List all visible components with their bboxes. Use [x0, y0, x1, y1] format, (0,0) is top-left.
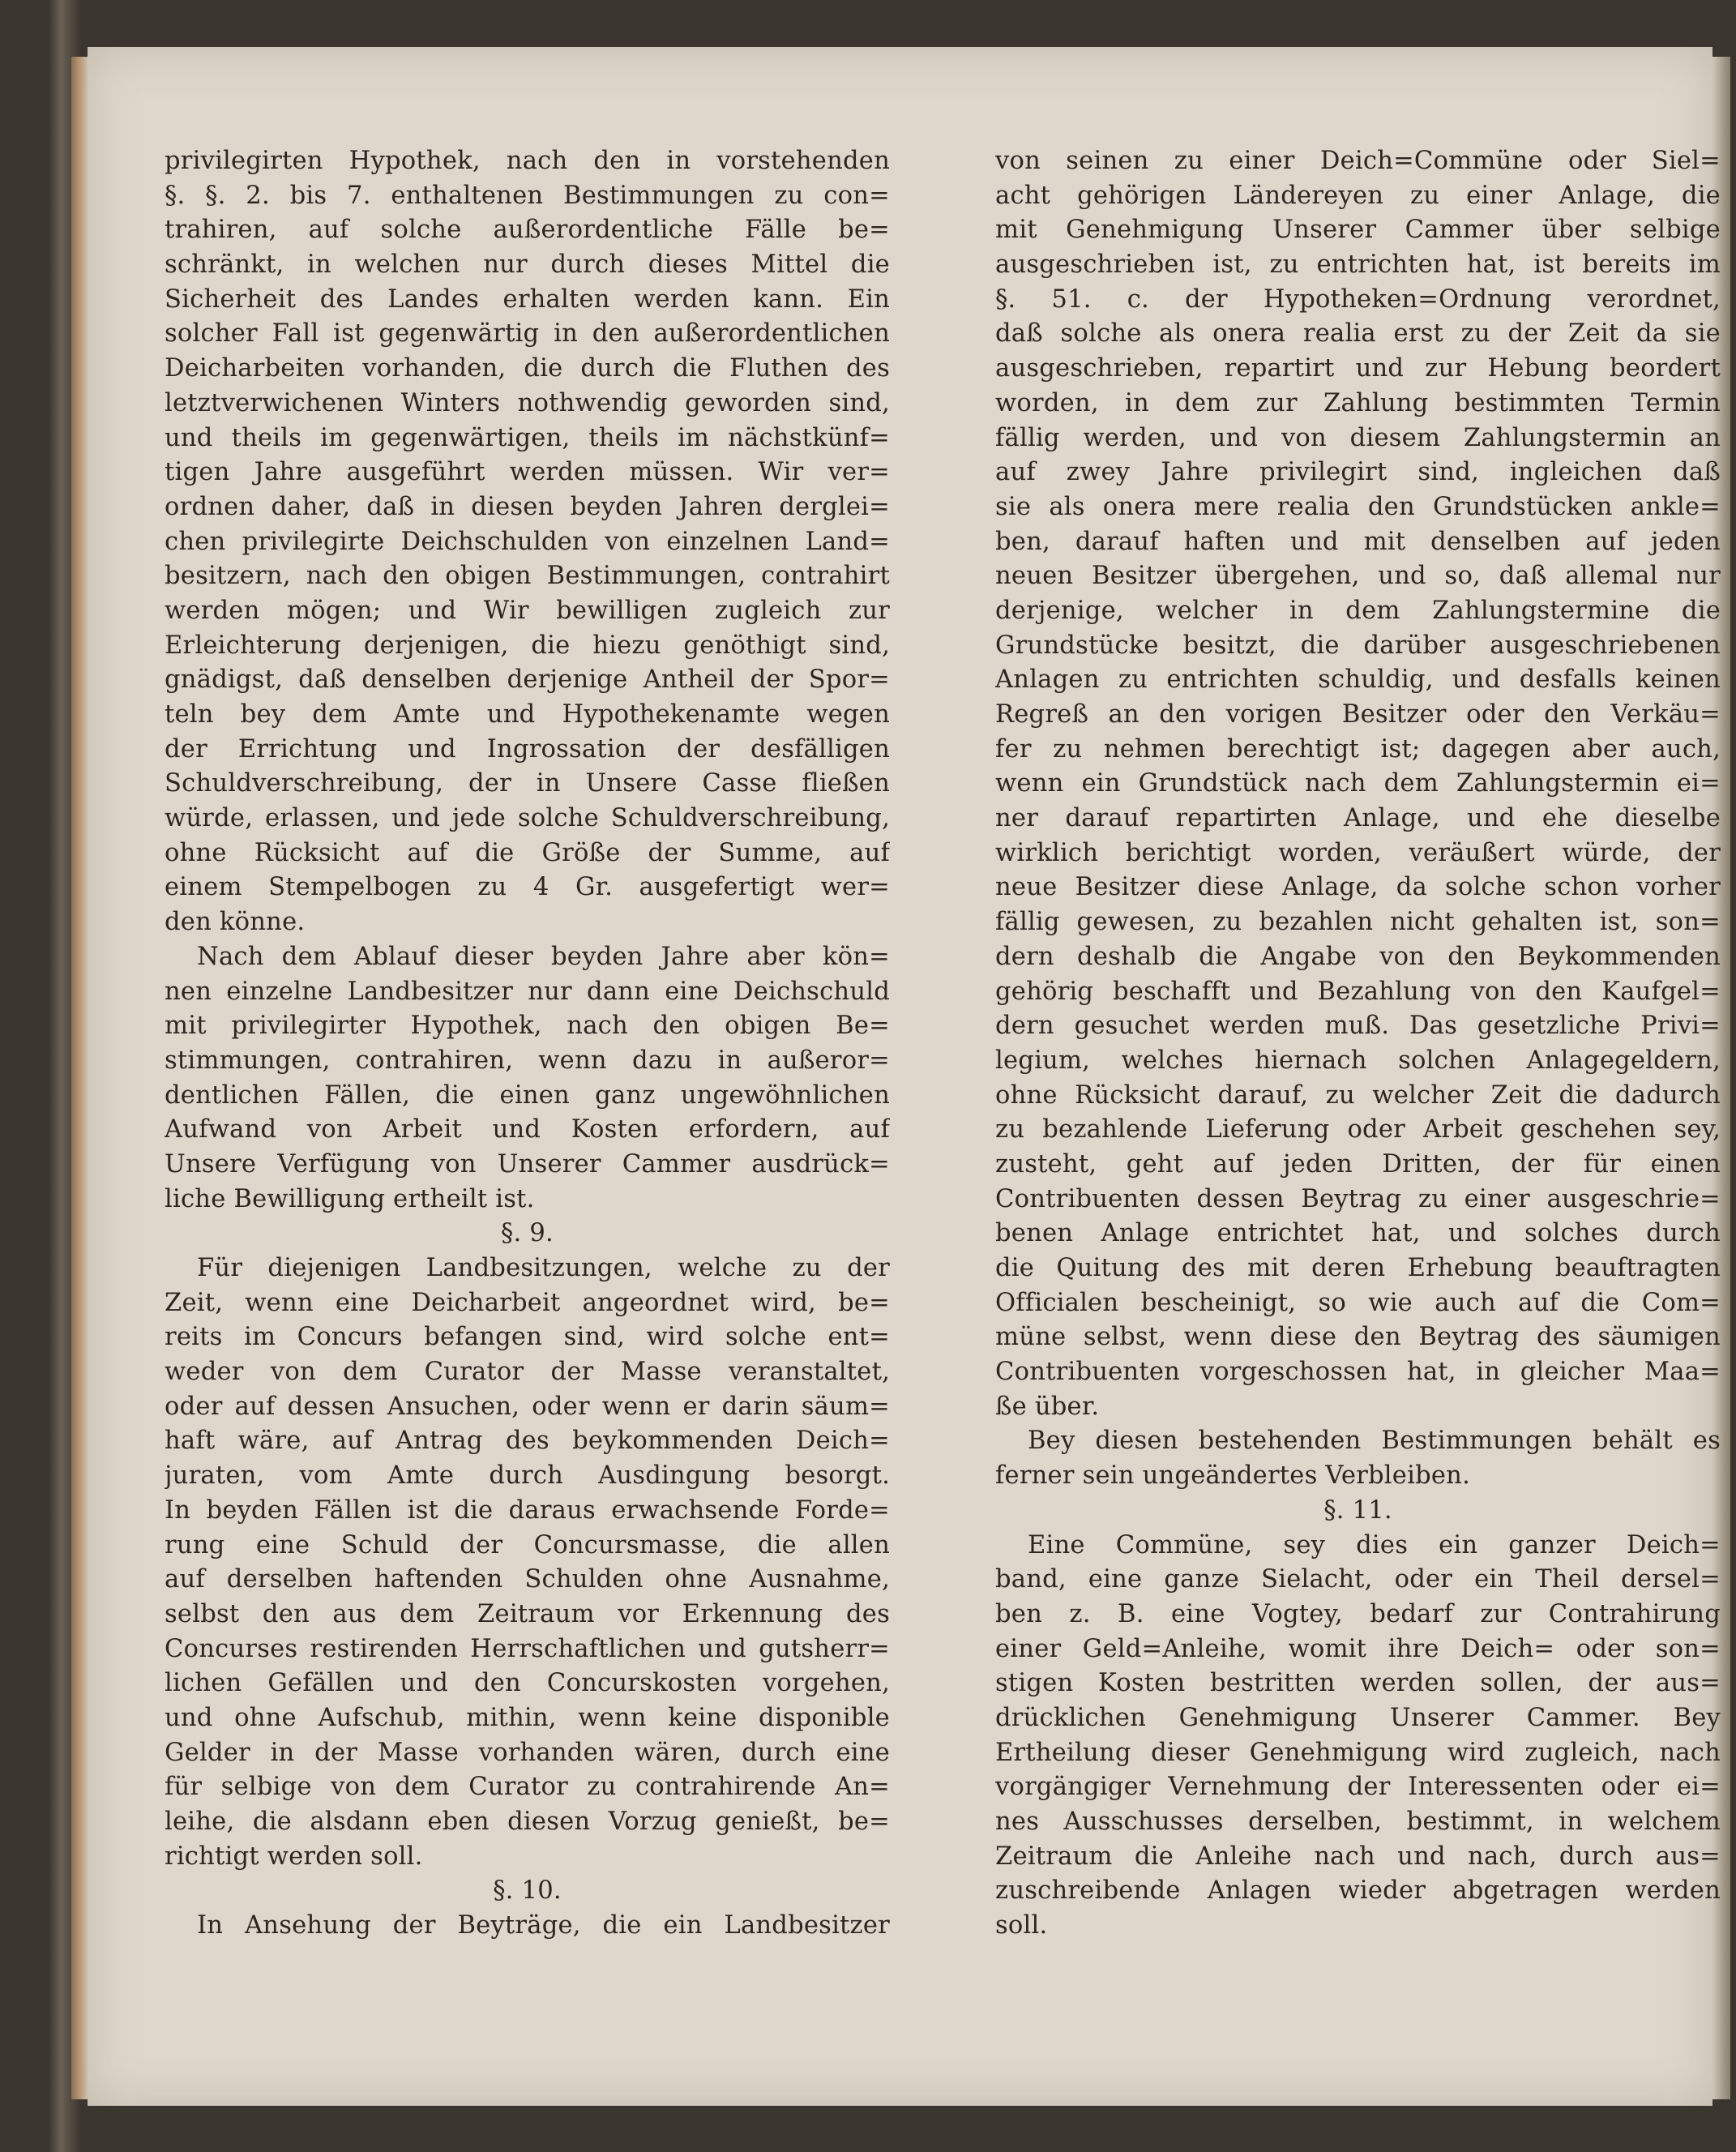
left-text-line: Schuldverschreibung, der in Unsere Casse fließen: [165, 769, 890, 798]
right-text-column: [995, 144, 1721, 1944]
left-text-line: Nach dem Ablauf dieser beyden Jahre aber kön=: [197, 942, 890, 971]
left-text-line: Aufwand von Arbeit und Kosten erfordern, auf: [165, 1115, 890, 1144]
left-text-line: stimmungen, contrahiren, wenn dazu in außeror=: [165, 1046, 890, 1075]
right-text-line: worden, in dem zur Zahlung bestimmten Termin: [995, 388, 1721, 417]
left-text-line: den könne.: [165, 908, 306, 937]
right-text-line: von seinen zu einer Deich=Commüne oder Siel=: [995, 147, 1721, 175]
section-heading: §. 10.: [493, 1876, 562, 1906]
left-text-line: und theils im gegenwärtigen, theils im nächstkünf=: [165, 423, 890, 452]
left-text-line: nen einzelne Landbesitzer nur dann eine Deichschuld: [165, 977, 890, 1006]
right-text-line: die Quitung des mit deren Erhebung beauftragten: [995, 1254, 1721, 1282]
left-text-column: [165, 144, 890, 1944]
right-text-line: ohne Rücksicht darauf, zu welcher Zeit die dadurch: [995, 1080, 1721, 1110]
right-text-line: soll.: [995, 1911, 1048, 1940]
left-text-line: Sicherheit des Landes erhalten werden kann. Ein: [165, 285, 890, 314]
left-text-line: und ohne Aufschub, mithin, wenn keine disponible: [165, 1703, 890, 1732]
left-text-line: dentlichen Fällen, die einen ganz ungewöhnlichen: [165, 1080, 890, 1110]
right-text-line: nes Ausschusses derselben, bestimmt, in welchem: [995, 1808, 1721, 1836]
left-text-line: reits im Concurs befangen sind, wird solche ent=: [165, 1323, 890, 1352]
section-heading: §. 11.: [1323, 1495, 1392, 1525]
left-text-line: ordnen daher, daß in diesen beyden Jahren derglei=: [165, 492, 890, 521]
right-text-line: §. 51. c. der Hypotheken=Ordnung verordnet,: [995, 285, 1721, 314]
left-text-line: Deicharbeiten vorhanden, die durch die Fluthen des: [165, 354, 890, 383]
right-text-line: einer Geld=Anleihe, womit ihre Deich= oder son=: [995, 1634, 1721, 1663]
left-text-line: chen privilegirte Deichschulden von einzelnen Land=: [165, 527, 890, 556]
right-text-line: Eine Commüne, sey dies ein ganzer Deich=: [1028, 1530, 1721, 1559]
left-text-line: §. §. 2. bis 7. enthaltenen Bestimmungen zu con=: [165, 181, 890, 210]
left-text-line: oder auf dessen Ansuchen, oder wenn er darin säum=: [165, 1392, 890, 1421]
right-text-line: neuen Besitzer übergehen, und so, daß allemal nur: [995, 562, 1721, 591]
right-text-line: Contribuenten dessen Beytrag zu einer ausgeschrie=: [995, 1184, 1721, 1213]
right-text-line: stigen Kosten bestritten werden sollen, der aus=: [995, 1669, 1721, 1698]
right-text-line: auf zwey Jahre privilegirt sind, ingleichen daß: [995, 458, 1721, 487]
left-text-line: schränkt, in welchen nur durch dieses Mittel die: [165, 250, 890, 280]
right-text-line: ben z. B. eine Vogtey, bedarf zur Contrahirung: [995, 1599, 1721, 1628]
right-text-line: dern deshalb die Angabe von den Beykommenden: [995, 942, 1721, 971]
left-text-line: auf derselben haftenden Schulden ohne Ausnahme,: [165, 1565, 890, 1594]
left-text-line: solcher Fall ist gegenwärtig in den außerordentlichen: [165, 319, 890, 349]
left-text-line: leihe, die alsdann eben diesen Vorzug genießt, be=: [165, 1808, 890, 1836]
right-text-line: ausgeschrieben, repartirt und zur Hebung beordert: [995, 354, 1721, 383]
left-text-line: letztverwichenen Winters nothwendig geworden sind,: [165, 388, 890, 417]
right-text-line: benen Anlage entrichtet hat, und solches durch: [995, 1219, 1721, 1248]
right-text-line: legium, welches hiernach solchen Anlagegeldern,: [995, 1046, 1721, 1075]
left-text-line: teln bey dem Amte und Hypothekenamte wegen: [165, 700, 890, 729]
left-text-line: richtigt werden soll.: [165, 1842, 423, 1871]
right-text-line: Contribuenten vorgeschossen hat, in gleicher Maa=: [995, 1358, 1721, 1387]
right-text-line: zu bezahlende Lieferung oder Arbeit geschehen sey,: [995, 1115, 1721, 1144]
left-text-line: weder von dem Curator der Masse veranstaltet,: [165, 1358, 890, 1387]
left-text-line: privilegirten Hypothek, nach den in vorstehenden: [165, 147, 890, 175]
right-text-line: sie als onera mere realia den Grundstücken ankle=: [995, 492, 1721, 521]
left-text-line: trahiren, auf solche außerordentliche Fälle be=: [165, 216, 890, 245]
left-text-line: würde, erlassen, und jede solche Schuldverschreibung,: [165, 804, 890, 833]
right-text-line: Regreß an den vorigen Besitzer oder den Verkäu=: [995, 700, 1721, 729]
right-text-line: gehörig beschafft und Bezahlung von den Kaufgel=: [995, 977, 1721, 1006]
right-text-line: wirklich berichtigt worden, veräußert würde, der: [995, 838, 1721, 867]
left-text-line: liche Bewilligung ertheilt ist.: [165, 1184, 535, 1213]
right-text-line: zuschreibende Anlagen wieder abgetragen werden: [995, 1876, 1721, 1906]
right-text-line: Officialen bescheinigt, so wie auch auf die Com=: [995, 1288, 1721, 1317]
left-text-line: ohne Rücksicht auf die Größe der Summe, auf: [165, 838, 890, 867]
right-text-line: Anlagen zu entrichten schuldig, und desfalls keinen: [995, 665, 1721, 695]
left-text-line: In beyden Fällen ist die daraus erwachsende Forde=: [165, 1495, 890, 1525]
left-text-line: haft wäre, auf Antrag des beykommenden Deich=: [165, 1427, 890, 1456]
right-text-line: ausgeschrieben ist, zu entrichten hat, ist bereits im: [995, 250, 1721, 280]
right-text-line: daß solche als onera realia erst zu der Zeit da sie: [995, 319, 1721, 349]
right-text-line: ben, darauf haften und mit denselben auf jeden: [995, 527, 1721, 556]
right-text-line: Grundstücke besitzt, die darüber ausgeschriebenen: [995, 631, 1721, 660]
left-text-line: tigen Jahre ausgeführt werden müssen. Wir ver=: [165, 458, 890, 487]
left-text-line: selbst den aus dem Zeitraum vor Erkennung des: [165, 1599, 890, 1628]
right-text-line: zusteht, geht auf jeden Dritten, der für einen: [995, 1149, 1721, 1179]
left-text-line: lichen Gefällen und den Concurskosten vorgehen,: [165, 1669, 890, 1698]
left-text-line: rung eine Schuld der Concursmasse, die allen: [165, 1530, 890, 1559]
left-text-line: einem Stempelbogen zu 4 Gr. ausgefertigt wer=: [165, 873, 890, 902]
right-text-line: wenn ein Grundstück nach dem Zahlungstermin ei=: [995, 769, 1721, 798]
right-text-line: mit Genehmigung Unserer Cammer über selbige: [995, 216, 1721, 245]
left-text-line: Erleichterung derjenigen, die hiezu genöthigt sind,: [165, 631, 890, 660]
right-text-line: dern gesuchet werden muß. Das gesetzliche Privi=: [995, 1012, 1721, 1041]
left-text-line: Unsere Verfügung von Unserer Cammer ausdrück=: [165, 1149, 890, 1179]
left-text-line: Zeit, wenn eine Deicharbeit angeordnet wird, be=: [165, 1288, 890, 1317]
left-text-line: besitzern, nach den obigen Bestimmungen, contrahirt: [165, 562, 890, 591]
right-text-line: Bey diesen bestehenden Bestimmungen behält es: [1028, 1427, 1721, 1456]
left-text-line: Für diejenigen Landbesitzungen, welche zu der: [197, 1254, 890, 1282]
left-text-line: mit privilegirter Hypothek, nach den obigen Be=: [165, 1012, 890, 1041]
right-text-line: Ertheilung dieser Genehmigung wird zugleich, nach: [995, 1738, 1721, 1767]
right-text-line: fällig gewesen, zu bezahlen nicht gehalten ist, son=: [995, 908, 1721, 937]
left-text-line: für selbige von dem Curator zu contrahirende An=: [165, 1773, 890, 1802]
left-text-line: In Ansehung der Beyträge, die ein Landbesitzer: [197, 1911, 890, 1940]
right-text-line: vorgängiger Vernehmung der Interessenten oder ei=: [995, 1773, 1721, 1802]
left-text-line: juraten, vom Amte durch Ausdingung besorgt.: [165, 1461, 890, 1491]
left-text-line: der Errichtung und Ingrossation der desfälligen: [165, 734, 890, 764]
right-text-line: ße über.: [995, 1392, 1100, 1421]
right-text-line: Zeitraum die Anleihe nach und nach, durch aus=: [995, 1842, 1721, 1871]
right-text-line: müne selbst, wenn diese den Beytrag des säumigen: [995, 1323, 1721, 1352]
right-text-line: ner darauf repartirten Anlage, und ehe dieselbe: [995, 804, 1721, 833]
left-text-line: Gelder in der Masse vorhanden wären, durch eine: [165, 1738, 890, 1767]
left-text-line: Concurses restirenden Herrschaftlichen und gutsherr=: [165, 1634, 890, 1663]
section-heading: §. 9.: [501, 1219, 554, 1248]
right-text-line: neue Besitzer diese Anlage, da solche schon vorher: [995, 873, 1721, 902]
right-text-line: fällig werden, und von diesem Zahlungstermin an: [995, 423, 1721, 452]
right-text-line: ferner sein ungeändertes Verbleiben.: [995, 1461, 1471, 1491]
left-text-line: werden mögen; und Wir bewilligen zugleich zur: [165, 596, 890, 625]
right-text-line: derjenige, welcher in dem Zahlungstermine die: [995, 596, 1721, 625]
right-text-line: drücklichen Genehmigung Unserer Cammer. Bey: [995, 1703, 1721, 1732]
right-text-line: fer zu nehmen berechtigt ist; dagegen aber auch,: [995, 734, 1721, 764]
left-text-line: gnädigst, daß denselben derjenige Antheil der Spor=: [165, 665, 890, 695]
right-text-line: band, eine ganze Sielacht, oder ein Theil dersel=: [995, 1565, 1721, 1594]
right-text-line: acht gehörigen Ländereyen zu einer Anlage, die: [995, 181, 1721, 210]
